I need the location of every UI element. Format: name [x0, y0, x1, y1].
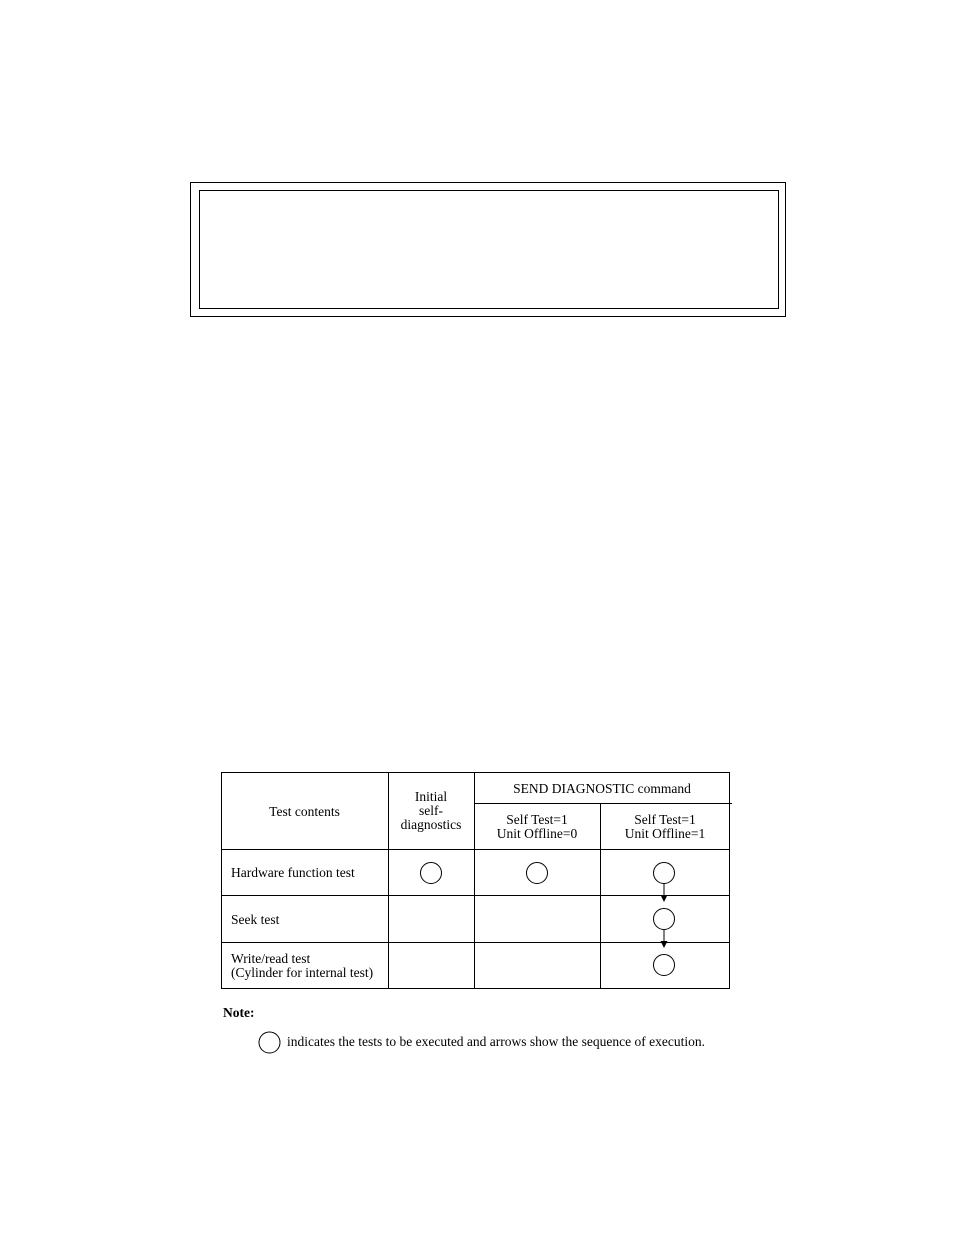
header-initial-line2: self-	[419, 803, 443, 818]
header-col-b-line2: Unit Offline=1	[624, 826, 706, 841]
circle-legend-icon	[258, 1031, 281, 1054]
note-label: Note:	[223, 1005, 255, 1020]
note-line	[258, 1030, 705, 1054]
diagnostics-table	[221, 772, 730, 989]
row-label-hardware: Hardware function test	[231, 865, 355, 880]
execute-circle-offline0-hardware	[527, 863, 548, 884]
row-label-writeread-line1: Write/read test	[231, 951, 311, 966]
row-label-seek: Seek test	[231, 912, 280, 927]
sequence-arrow-head-1	[661, 895, 668, 902]
sequence-arrow-head-2	[661, 941, 668, 948]
note-text: indicates the tests to be executed and arrows show the sequence of execution.	[287, 1034, 705, 1049]
execute-circle-offline1-seek	[654, 909, 675, 930]
header-initial-line1: Initial	[414, 789, 448, 804]
execute-circle-offline1-writeread	[654, 955, 675, 976]
execute-circle-initial-hardware	[421, 863, 442, 884]
header-test-contents: Test contents	[269, 804, 340, 819]
header-initial-line3: diagnostics	[400, 817, 462, 832]
header-col-a-line2: Unit Offline=0	[496, 826, 578, 841]
header-col-a-line1: Self Test=1	[506, 812, 568, 827]
header-send-diagnostic: SEND DIAGNOSTIC command	[513, 781, 691, 796]
header-col-b-line1: Self Test=1	[634, 812, 696, 827]
row-label-writeread-line2: (Cylinder for internal test)	[231, 965, 374, 980]
frame-box-inner	[199, 190, 779, 309]
execute-circle-offline1-hardware	[654, 863, 675, 884]
